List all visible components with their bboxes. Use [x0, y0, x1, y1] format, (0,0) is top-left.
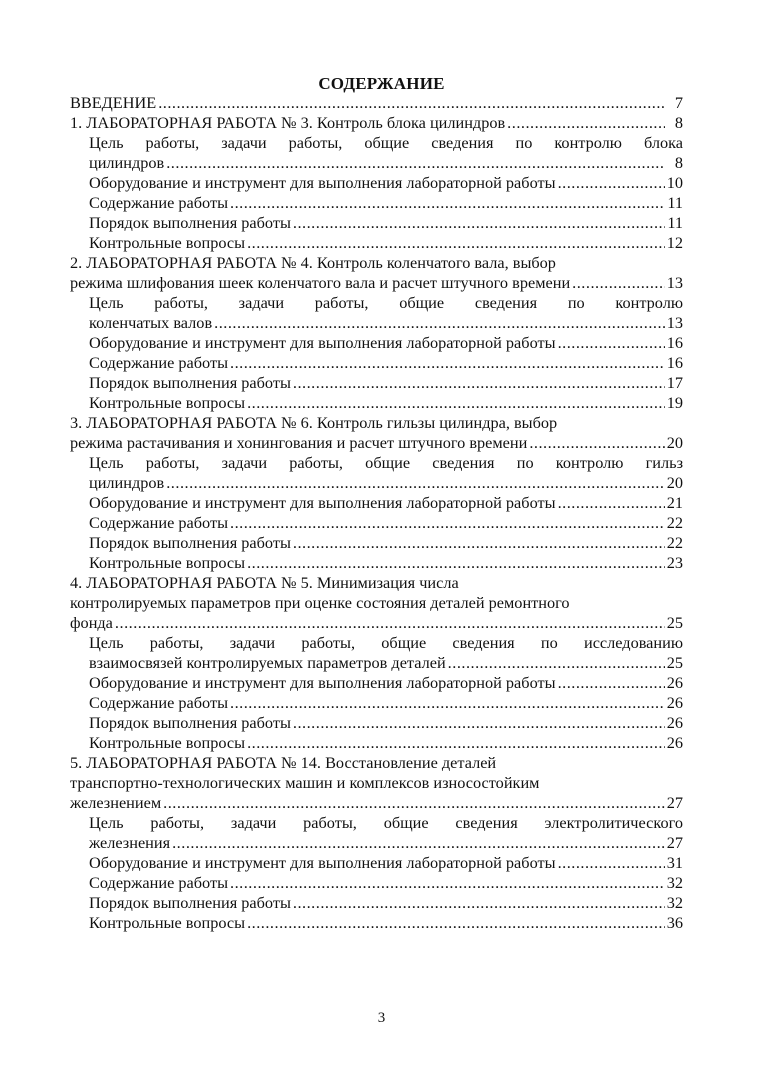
toc-entry-page: 27 [666, 833, 683, 852]
toc-entry-lab-5-line1[interactable] [70, 573, 683, 593]
toc-entry-page: 13 [666, 273, 683, 292]
toc-entry-lab-5[interactable] [70, 613, 683, 633]
toc-entry-text: Содержание работы [89, 353, 229, 372]
dot-leader [230, 353, 665, 373]
dot-leader [230, 513, 665, 533]
toc-subentry-questions[interactable] [70, 733, 683, 753]
dot-leader [247, 733, 665, 753]
toc-entry-text: взаимосвязей контролируемых параметров деталей [89, 653, 446, 672]
toc-entry-text: Цель работы, задачи работы, общие сведения по исследованию [89, 633, 683, 652]
toc-subentry-equipment[interactable] [70, 333, 683, 353]
toc-subentry-text-line[interactable] [70, 453, 683, 473]
dot-leader [166, 473, 664, 493]
toc-subentry-equipment[interactable] [70, 673, 683, 693]
toc-entry-page: 13 [666, 313, 683, 332]
toc-entry-text: железнения [89, 833, 171, 852]
toc-entry-text: Цель работы, задачи работы, общие сведения по контролю гильз [89, 453, 683, 472]
toc-entry-text: Содержание работы [89, 693, 229, 712]
toc-entry-text: фонда [70, 613, 113, 632]
toc-entry-page: 20 [666, 473, 683, 492]
toc-entry-text: Оборудование и инструмент для выполнения лабораторной работы [89, 493, 556, 512]
toc-subentry-goal[interactable] [70, 313, 683, 333]
toc-entry-text: 5. ЛАБОРАТОРНАЯ РАБОТА № 14. Восстановление деталей [70, 753, 497, 772]
dot-leader [230, 873, 665, 893]
toc-subentry-goal[interactable] [70, 473, 683, 493]
toc-entry-text: Контрольные вопросы [89, 393, 246, 412]
dot-leader [247, 913, 665, 933]
page-title: СОДЕРЖАНИЕ [318, 74, 445, 93]
toc-entry-text: коленчатых валов [89, 313, 213, 332]
toc-entry-page: 16 [666, 333, 683, 352]
dot-leader [293, 373, 665, 393]
toc-entry-page: 11 [667, 193, 683, 212]
toc-entry-page: 25 [666, 613, 683, 632]
toc-subentry-content[interactable] [70, 693, 683, 713]
dot-leader [158, 93, 665, 113]
toc-subentry-text-line[interactable] [70, 293, 683, 313]
dot-leader [230, 693, 665, 713]
toc-entry-text: железнением [70, 793, 162, 812]
toc-entry-page: 26 [666, 733, 683, 752]
toc-entry-lab-3[interactable] [70, 113, 683, 133]
toc-entry-text: цилиндров [89, 153, 165, 172]
toc-entry-page: 31 [666, 853, 683, 872]
toc-subentry-text-line[interactable] [70, 133, 683, 153]
dot-leader [448, 653, 665, 673]
toc-entry-page: 22 [666, 513, 683, 532]
toc-entry-text: Контрольные вопросы [89, 233, 246, 252]
dot-leader [293, 713, 665, 733]
toc-entry-page: 12 [666, 233, 683, 252]
toc-entry-text: Оборудование и инструмент для выполнения лабораторной работы [89, 333, 556, 352]
table-of-contents [70, 93, 683, 933]
toc-entry-text: Контрольные вопросы [89, 553, 246, 572]
dot-leader [293, 893, 665, 913]
toc-entry-text: ВВЕДЕНИЕ [70, 93, 157, 112]
dot-leader [558, 333, 665, 353]
toc-entry-lab-14-line2[interactable] [70, 773, 683, 793]
toc-subentry-procedure[interactable] [70, 713, 683, 733]
toc-subentry-content[interactable] [70, 193, 683, 213]
toc-entry-text: Оборудование и инструмент для выполнения лабораторной работы [89, 853, 556, 872]
toc-entry-text: Цель работы, задачи работы, общие сведения по контролю [89, 293, 683, 312]
toc-entry-page: 8 [674, 113, 683, 132]
toc-subentry-content[interactable] [70, 873, 683, 893]
toc-entry-text: Цель работы, задачи работы, общие сведения электролитического [89, 813, 683, 832]
toc-entry-text: режима растачивания и хонингования и расчет штучного времени [70, 433, 528, 452]
toc-entry-text: Оборудование и инструмент для выполнения лабораторной работы [89, 673, 556, 692]
dot-leader [507, 113, 665, 133]
dot-leader [166, 153, 665, 173]
page-number: 3 [377, 1010, 386, 1026]
toc-subentry-questions[interactable] [70, 393, 683, 413]
toc-entry-text: Содержание работы [89, 513, 229, 532]
toc-subentry-procedure[interactable] [70, 893, 683, 913]
toc-entry-text: 2. ЛАБОРАТОРНАЯ РАБОТА № 4. Контроль коленчатого вала, выбор [70, 253, 556, 272]
toc-entry-page: 22 [666, 533, 683, 552]
toc-entry-page: 25 [666, 653, 683, 672]
toc-subentry-goal[interactable] [70, 153, 683, 173]
dot-leader [293, 533, 665, 553]
toc-subentry-equipment[interactable] [70, 853, 683, 873]
dot-leader [558, 853, 665, 873]
toc-subentry-questions[interactable] [70, 553, 683, 573]
toc-entry-lab-5-line2[interactable] [70, 593, 683, 613]
dot-leader [247, 393, 665, 413]
toc-subentry-goal[interactable] [70, 653, 683, 673]
toc-subentry-procedure[interactable] [70, 373, 683, 393]
toc-entry-page: 7 [674, 93, 683, 112]
toc-entry-page: 26 [666, 693, 683, 712]
toc-entry-text: 1. ЛАБОРАТОРНАЯ РАБОТА № 3. Контроль блока цилиндров [70, 113, 506, 132]
toc-subentry-goal[interactable] [70, 833, 683, 853]
toc-entry-page: 21 [666, 493, 683, 512]
dot-leader [293, 213, 665, 233]
toc-subentry-procedure[interactable] [70, 213, 683, 233]
toc-entry-page: 32 [666, 873, 683, 892]
toc-subentry-content[interactable] [70, 353, 683, 373]
toc-entry-page: 10 [666, 173, 683, 192]
toc-subentry-questions[interactable] [70, 233, 683, 253]
toc-entry-lab-6-line1[interactable] [70, 413, 683, 433]
dot-leader [172, 833, 665, 853]
toc-entry-page: 32 [666, 893, 683, 912]
dot-leader [247, 553, 665, 573]
toc-subentry-questions[interactable] [70, 913, 683, 933]
toc-entry-text: Содержание работы [89, 193, 229, 212]
toc-entry-page: 17 [666, 373, 683, 392]
dot-leader [163, 793, 665, 813]
dot-leader [115, 613, 665, 633]
toc-entry-page: 16 [666, 353, 683, 372]
dot-leader [558, 173, 665, 193]
toc-entry-text: Содержание работы [89, 873, 229, 892]
dot-leader [572, 273, 665, 293]
toc-entry-text: транспортно-технологических машин и комплексов износостойким [70, 773, 540, 792]
toc-entry-lab-14[interactable] [70, 793, 683, 813]
toc-entry-text: режима шлифования шеек коленчатого вала и расчет штучного времени [70, 273, 571, 292]
toc-subentry-content[interactable] [70, 513, 683, 533]
toc-entry-lab-4-line1[interactable] [70, 253, 683, 273]
dot-leader [529, 433, 664, 453]
toc-entry-page: 27 [666, 793, 683, 812]
dot-leader [558, 673, 665, 693]
toc-subentry-equipment[interactable] [70, 173, 683, 193]
dot-leader [230, 193, 665, 213]
toc-entry-text: контролируемых параметров при оценке состояния деталей ремонтного [70, 593, 570, 612]
toc-entry-text: Контрольные вопросы [89, 913, 246, 932]
dot-leader [214, 313, 665, 333]
toc-entry-page: 8 [674, 153, 683, 172]
toc-entry-text: цилиндров [89, 473, 165, 492]
toc-entry-lab-14-line1[interactable] [70, 753, 683, 773]
dot-leader [247, 233, 665, 253]
dot-leader [558, 493, 665, 513]
toc-entry-text: Контрольные вопросы [89, 733, 246, 752]
toc-entry-page: 36 [666, 913, 683, 932]
toc-entry-page: 20 [666, 433, 683, 452]
toc-entry-text: Порядок выполнения работы [89, 213, 291, 232]
toc-entry-lab-6[interactable] [70, 433, 683, 453]
toc-entry-introduction[interactable] [70, 93, 683, 113]
toc-entry-page: 19 [666, 393, 683, 412]
toc-subentry-text-line[interactable] [70, 633, 683, 653]
toc-entry-page: 23 [666, 553, 683, 572]
toc-entry-text: Оборудование и инструмент для выполнения лабораторной работы [89, 173, 556, 192]
toc-entry-page: 26 [666, 673, 683, 692]
toc-entry-text: Порядок выполнения работы [89, 893, 291, 912]
toc-entry-text: Порядок выполнения работы [89, 533, 291, 552]
toc-subentry-equipment[interactable] [70, 493, 683, 513]
toc-subentry-procedure[interactable] [70, 533, 683, 553]
toc-entry-text: Цель работы, задачи работы, общие сведения по контролю блока [89, 133, 683, 152]
toc-entry-page: 26 [666, 713, 683, 732]
toc-entry-lab-4[interactable] [70, 273, 683, 293]
toc-entry-text: 4. ЛАБОРАТОРНАЯ РАБОТА № 5. Минимизация числа [70, 573, 459, 592]
toc-entry-page: 11 [667, 213, 683, 232]
toc-entry-text: Порядок выполнения работы [89, 373, 291, 392]
toc-entry-text: 3. ЛАБОРАТОРНАЯ РАБОТА № 6. Контроль гильзы цилиндра, выбор [70, 413, 558, 432]
toc-subentry-text-line[interactable] [70, 813, 683, 833]
toc-entry-text: Порядок выполнения работы [89, 713, 291, 732]
